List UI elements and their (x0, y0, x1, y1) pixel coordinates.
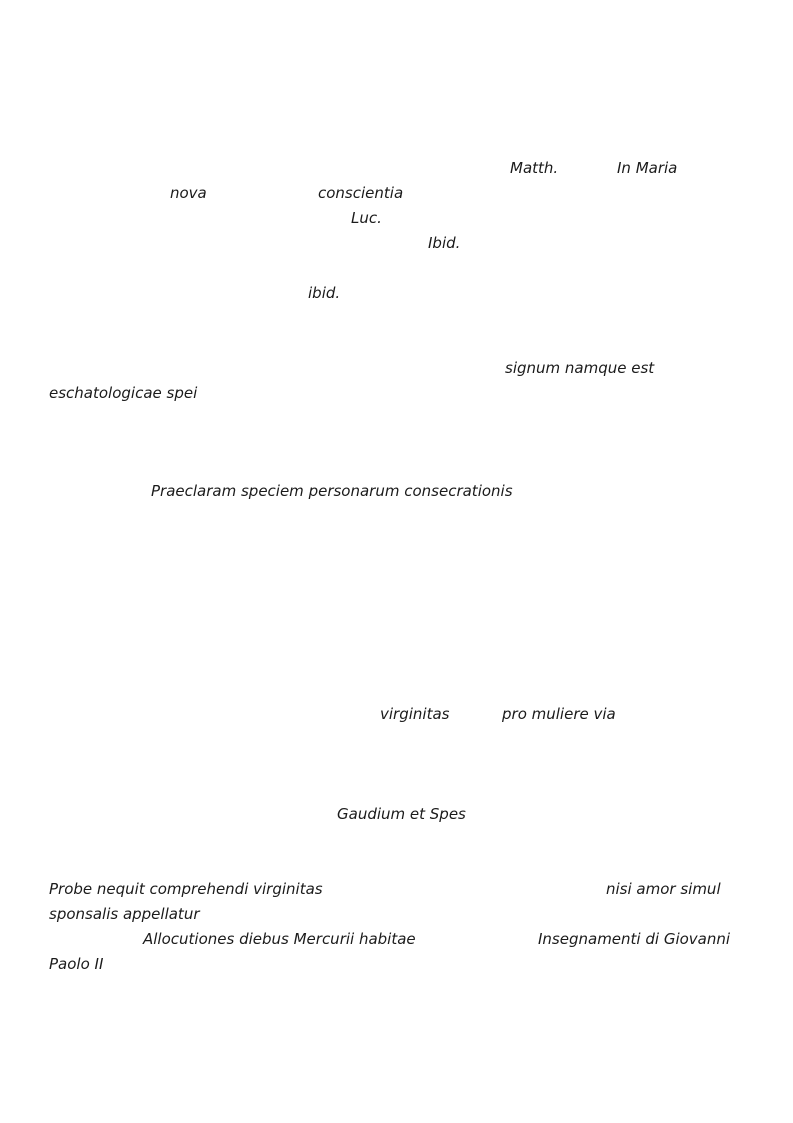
italic-fragment-nova: nova (170, 184, 207, 202)
italic-fragment-ibid: Ibid. (428, 234, 461, 252)
italic-fragment-nisi-amor-simul: nisi amor simul (606, 880, 721, 898)
italic-fragment-signum-namque-est: signum namque est (505, 359, 655, 377)
italic-fragment-conscientia: conscientia (318, 184, 404, 202)
italic-fragment-gaudium-et-spes: Gaudium et Spes (337, 805, 466, 823)
italic-fragment-virginitas: virginitas (380, 705, 450, 723)
italic-fragment-insegnamenti: Insegnamenti di Giovanni (538, 930, 731, 948)
italic-fragment-pro-muliere-via: pro muliere via (502, 705, 616, 723)
italic-fragment-in-maria: In Maria (617, 159, 678, 177)
italic-fragment-eschatologicae-spei: eschatologicae spei (49, 384, 198, 402)
italic-fragment-allocutiones: Allocutiones diebus Mercurii habitae (143, 930, 416, 948)
italic-fragment-paolo-ii: Paolo II (49, 955, 104, 973)
italic-fragment-matth: Matth. (510, 159, 559, 177)
italic-fragment-probe-nequit: Probe nequit comprehendi virginitas (49, 880, 323, 898)
italic-fragment-luc: Luc. (351, 209, 382, 227)
italic-fragment-ibid-lower: ibid. (308, 284, 341, 302)
italic-fragment-praeclaram-speciem: Praeclaram speciem personarum consecrationis (151, 482, 513, 500)
italic-fragment-sponsalis-appellatur: sponsalis appellatur (49, 905, 200, 923)
